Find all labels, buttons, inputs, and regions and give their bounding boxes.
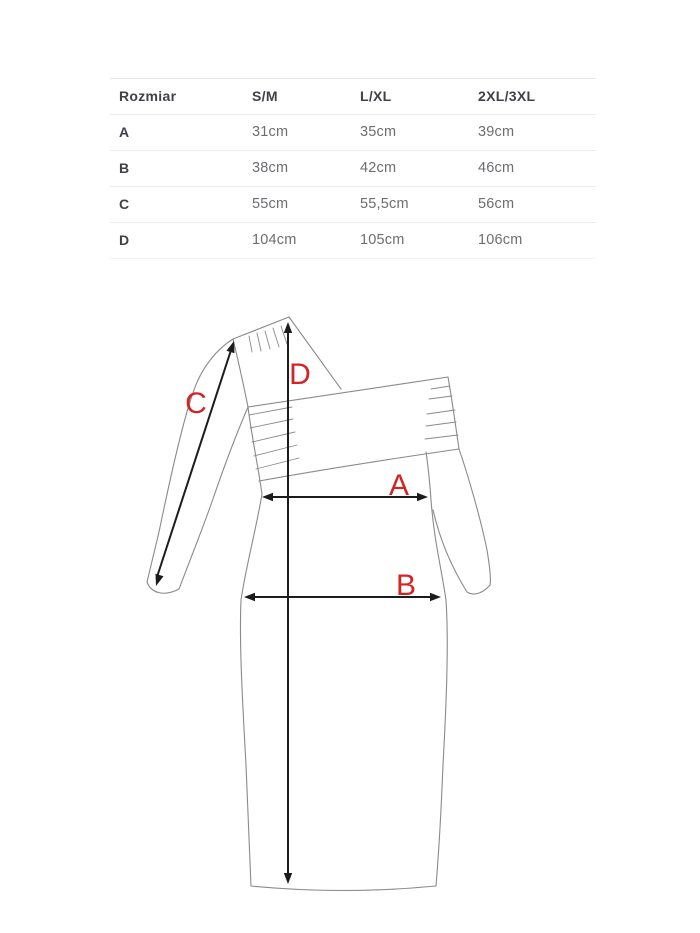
dimension-label-c: C	[185, 387, 207, 420]
measurement-value: 31cm	[252, 124, 289, 140]
column-header-sm: S/M	[252, 88, 278, 104]
arrow-c-line	[157, 344, 233, 577]
left-sleeve-cuff	[147, 582, 179, 593]
measurement-value: 39cm	[478, 124, 515, 140]
band-right-gather-lines	[425, 386, 458, 439]
row-label: A	[119, 124, 130, 140]
measurement-value: 42cm	[360, 160, 397, 176]
band-top-edge	[248, 377, 448, 407]
row-label: C	[119, 196, 130, 212]
measurement-value: 35cm	[360, 124, 397, 140]
left-sleeve-inner	[179, 407, 248, 589]
measurement-value: 105cm	[360, 232, 405, 248]
arrow-c-head-bottom	[156, 574, 164, 586]
column-header-lxl: L/XL	[360, 88, 392, 104]
column-header-2xl3xl: 2XL/3XL	[478, 88, 536, 104]
measurement-value: 38cm	[252, 160, 289, 176]
measurement-value: 104cm	[252, 232, 297, 248]
body-left-edge	[240, 494, 262, 886]
measurement-value: 106cm	[478, 232, 523, 248]
arrow-d-head-top	[284, 322, 292, 333]
dimension-label-b: B	[395, 569, 417, 602]
measurement-value: 56cm	[478, 196, 515, 212]
measurement-value: 55,5cm	[360, 196, 409, 212]
skirt-hem	[251, 886, 436, 891]
column-header-size: Rozmiar	[119, 88, 177, 104]
right-sleeve-cuff	[467, 585, 490, 594]
right-sleeve-outer	[459, 449, 490, 585]
arrow-b-head-left	[244, 593, 255, 601]
row-label: D	[119, 232, 130, 248]
row-label: B	[119, 160, 130, 176]
body-right-edge	[426, 452, 447, 886]
arrow-a-head-right	[417, 493, 428, 501]
bodice-left-edge	[233, 339, 262, 494]
dimension-label-a: A	[388, 469, 410, 502]
arrow-a-head-left	[262, 493, 273, 501]
arrow-b-head-right	[430, 593, 441, 601]
left-sleeve-outer	[147, 339, 233, 582]
arrow-d-head-bottom	[284, 873, 292, 884]
band-right-edge	[448, 377, 459, 449]
measurement-value: 46cm	[478, 160, 515, 176]
measurement-value: 55cm	[252, 196, 289, 212]
shoulder-top-edge	[233, 317, 289, 339]
dimension-label-d: D	[289, 358, 311, 391]
